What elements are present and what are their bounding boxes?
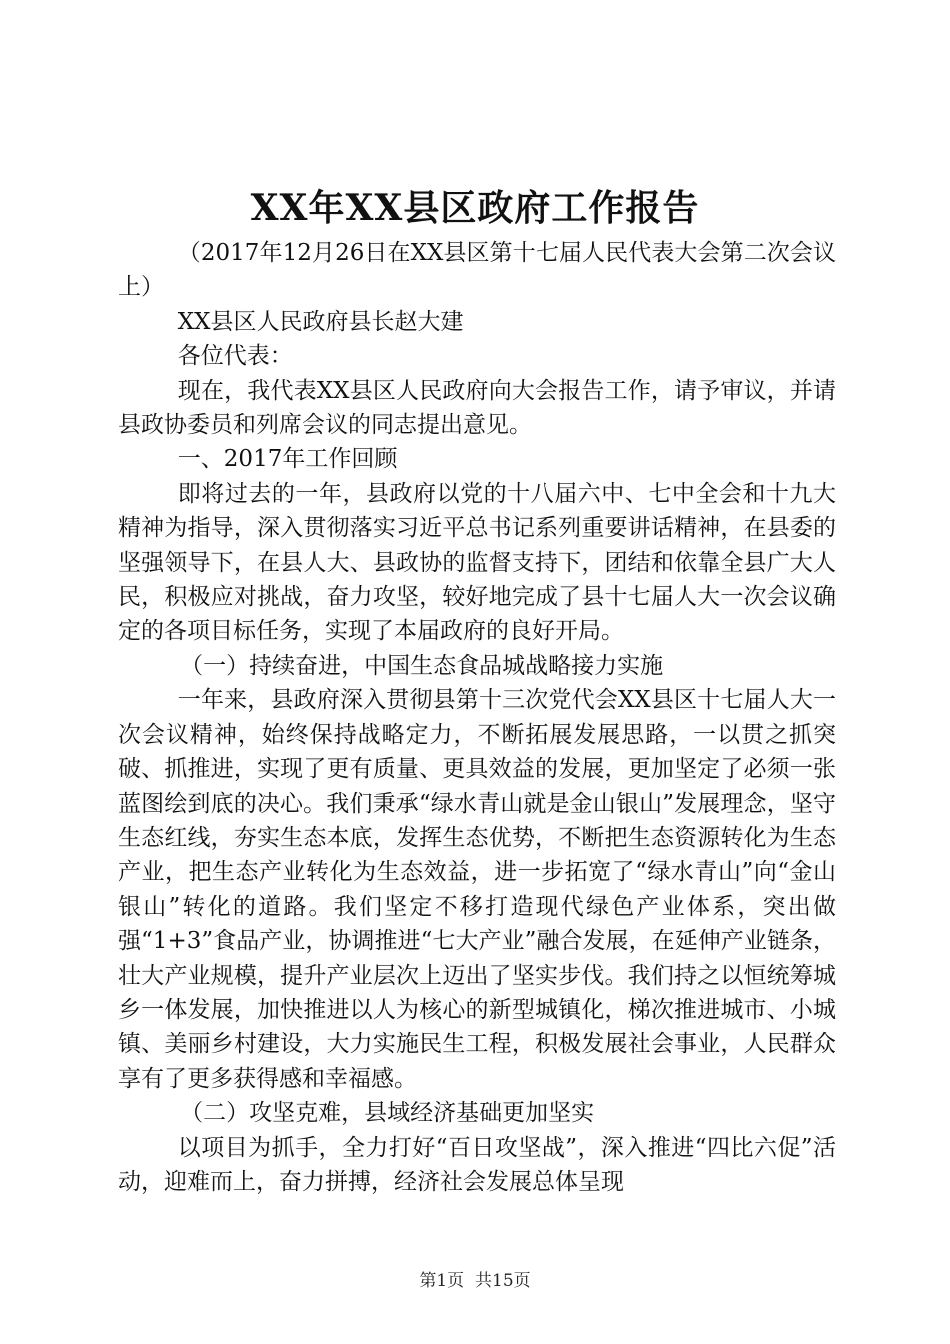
- document-title: XX年XX县区政府工作报告: [250, 187, 700, 229]
- strategy-paragraph: 一年来，县政府深入贯彻县第十三次党代会XX县区十七届人大一次会议精神，始终保持战略定力，不断拓展发展思路，一以贯之抓突破、抓推进，实现了更有质量、更具效益的发展，更加坚定了必须一张蓝图绘到底的决心。我们秉承“绿水青山就是金山银山”发展理念，坚守生态红线，夯实生态本底，发挥生态优势，不断把生态资源转化为生态产业，把生态产业转化为生态效益，进一步拓宽了“绿水青山”向“金山银山”转化的道路。我们坚定不移打造现代绿色产业体系，突出做强“1+3”食品产业，协调推进“七大产业”融合发展，在延伸产业链条，壮大产业规模，提升产业层次上迈出了坚实步伐。我们持之以恒统筹城乡一体发展，加快推进以人为核心的新型城镇化，梯次推进城市、小城镇、美丽乡村建设，大力实施民生工程，积极发展社会事业，人民群众享有了更多获得感和幸福感。: [118, 687, 836, 1092]
- review-paragraph: 即将过去的一年，县政府以党的十八届六中、七中全会和十九大精神为指导，深入贯彻落实习近平总书记系列重要讲话精神，在县委的坚强领导下，在县人大、县政协的监督支持下，团结和依靠全县广大人民，积极应对挑战，奋力攻坚，较好地完成了县十七届人大一次会议确定的各项目标任务，实现了本届政府的良好开局。: [118, 480, 836, 645]
- economy-paragraph: 以项目为抓手，全力打好“百日攻坚战”，深入推进“四比六促”活动，迎难而上，奋力拼搏，经济社会发展总体呈现: [118, 1134, 836, 1195]
- document-body: [118, 236, 836, 1199]
- meeting-note: （2017年12月26日在XX县区第十七届人民代表大会第二次会议上）: [118, 240, 836, 301]
- subsection-heading-1: （一）持续奋进，中国生态食品城战略接力实施: [180, 652, 664, 679]
- intro-paragraph: 现在，我代表XX县区人民政府向大会报告工作，请予审议，并请县政协委员和列席会议的同志提出意见。: [118, 377, 836, 439]
- page-footer: [0, 1270, 950, 1292]
- salutation: 各位代表：: [177, 343, 293, 370]
- page-total: 共15页: [475, 1271, 531, 1291]
- page-number: 第1页: [419, 1271, 465, 1291]
- footer-spacer: [464, 1271, 475, 1291]
- speaker-line: XX县区人民政府县长赵大建: [177, 308, 464, 335]
- section-heading: 一、2017年工作回顾: [177, 446, 398, 473]
- subsection-heading-2: （二）攻坚克难，县域经济基础更加坚实: [180, 1100, 595, 1127]
